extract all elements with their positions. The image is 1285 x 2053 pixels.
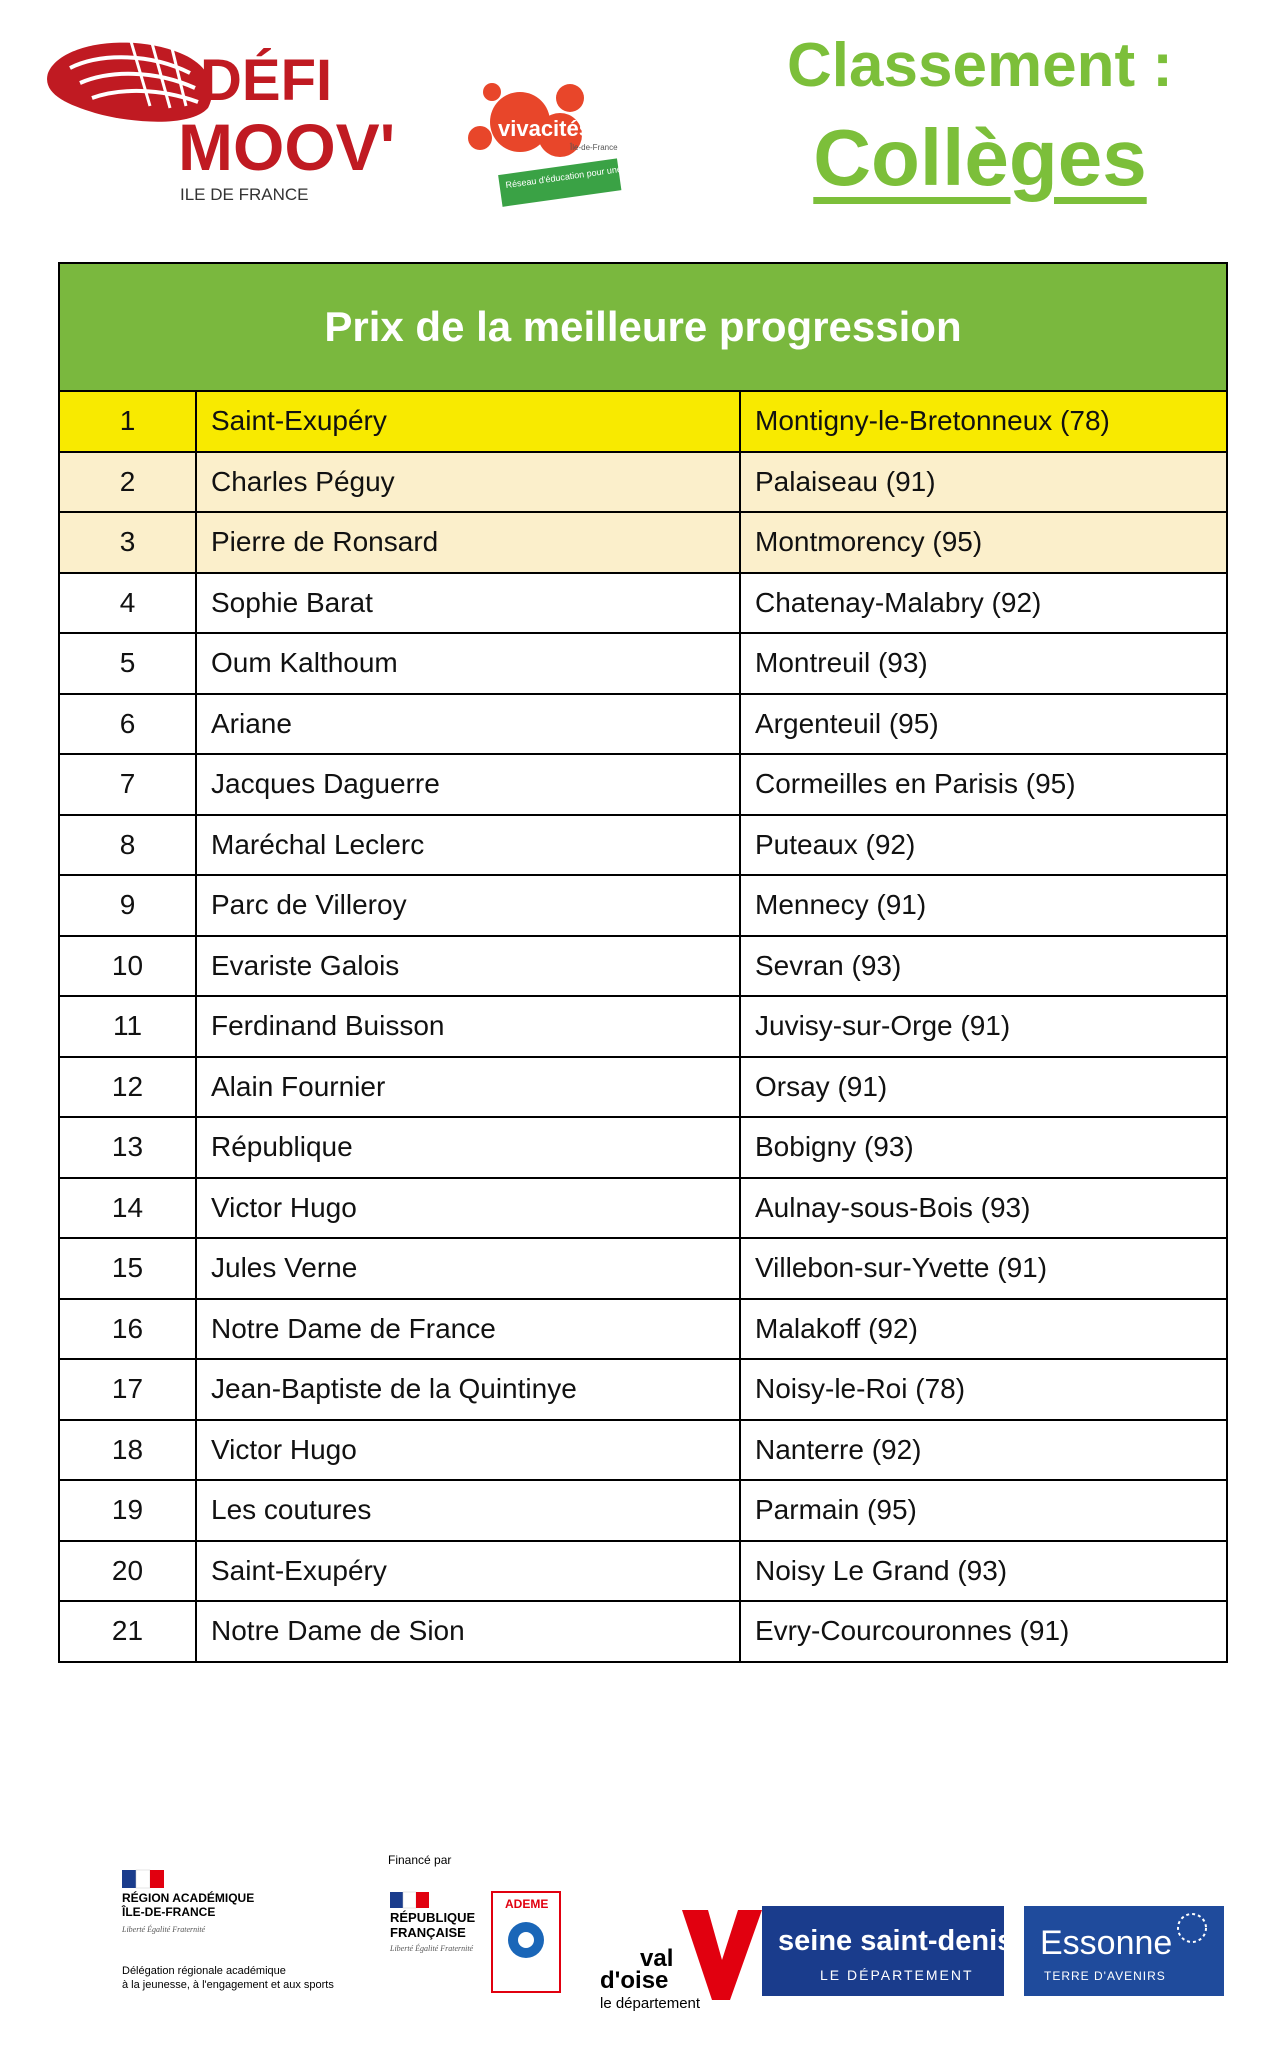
- city-cell: Evry-Courcouronnes (91): [740, 1601, 1227, 1662]
- rank-cell: 20: [59, 1541, 196, 1602]
- city-cell: Chatenay-Malabry (92): [740, 573, 1227, 634]
- table-row: [59, 391, 1227, 452]
- city-cell: Sevran (93): [740, 936, 1227, 997]
- rank-cell: 12: [59, 1057, 196, 1118]
- table-row: [59, 754, 1227, 815]
- city-cell: Argenteuil (95): [740, 694, 1227, 755]
- svg-text:DÉFI: DÉFI: [200, 48, 333, 113]
- school-cell: Oum Kalthoum: [196, 633, 740, 694]
- city-cell: Palaiseau (91): [740, 452, 1227, 513]
- school-cell: Notre Dame de Sion: [196, 1601, 740, 1662]
- school-cell: Evariste Galois: [196, 936, 740, 997]
- school-cell: Sophie Barat: [196, 573, 740, 634]
- title-line1: Classement :: [787, 31, 1173, 100]
- svg-text:MOOV': MOOV': [178, 110, 396, 184]
- table-row: [59, 1359, 1227, 1420]
- rank-cell: 15: [59, 1238, 196, 1299]
- table-row: [59, 512, 1227, 573]
- rank-cell: 19: [59, 1480, 196, 1541]
- footer-logos: [0, 1850, 1285, 2048]
- city-cell: Orsay (91): [740, 1057, 1227, 1118]
- svg-text:ÎLE-DE-FRANCE: ÎLE-DE-FRANCE: [122, 1905, 216, 1919]
- vivacites-logo: [460, 80, 673, 210]
- city-cell: Juvisy-sur-Orge (91): [740, 996, 1227, 1057]
- city-cell: Montreuil (93): [740, 633, 1227, 694]
- svg-text:le département: le département: [600, 1995, 701, 2012]
- rank-cell: 7: [59, 754, 196, 815]
- rank-cell: 10: [59, 936, 196, 997]
- table-caption-row: [59, 263, 1227, 391]
- rank-cell: 13: [59, 1117, 196, 1178]
- essonne-logo: [1024, 1906, 1224, 1996]
- svg-text:LE DÉPARTEMENT: LE DÉPARTEMENT: [820, 1967, 974, 1983]
- region-academique-logo: [121, 1870, 334, 1991]
- school-cell: Notre Dame de France: [196, 1299, 740, 1360]
- rank-cell: 21: [59, 1601, 196, 1662]
- rank-cell: 14: [59, 1178, 196, 1239]
- school-cell: Victor Hugo: [196, 1420, 740, 1481]
- school-cell: Jean-Baptiste de la Quintinye: [196, 1359, 740, 1420]
- svg-text:RÉPUBLIQUE: RÉPUBLIQUE: [390, 1910, 476, 1925]
- city-cell: Puteaux (92): [740, 815, 1227, 876]
- school-cell: Ferdinand Buisson: [196, 996, 740, 1057]
- rank-cell: 8: [59, 815, 196, 876]
- svg-text:Financé par: Financé par: [388, 1853, 452, 1867]
- table-row: [59, 1420, 1227, 1481]
- city-cell: Noisy Le Grand (93): [740, 1541, 1227, 1602]
- city-cell: Montigny-le-Bretonneux (78): [740, 391, 1227, 452]
- rank-cell: 11: [59, 996, 196, 1057]
- table-row: [59, 1057, 1227, 1118]
- title-block: [700, 30, 1260, 208]
- table-row: [59, 1601, 1227, 1662]
- svg-text:seine saint-denis: seine saint-denis: [778, 1925, 1014, 1957]
- school-cell: Jacques Daguerre: [196, 754, 740, 815]
- svg-text:Liberté Égalité Fraternité: Liberté Égalité Fraternité: [122, 1925, 206, 1934]
- svg-text:val: val: [640, 1945, 674, 1972]
- school-cell: Victor Hugo: [196, 1178, 740, 1239]
- ranking-table: [58, 262, 1228, 1663]
- table-row: [59, 694, 1227, 755]
- city-cell: Aulnay-sous-Bois (93): [740, 1178, 1227, 1239]
- title-line2: Collèges: [813, 113, 1147, 202]
- svg-text:FRANÇAISE: FRANÇAISE: [390, 1925, 466, 1940]
- table-caption: Prix de la meilleure progression: [59, 263, 1227, 391]
- svg-text:d'oise: d'oise: [600, 1967, 669, 1994]
- rank-cell: 6: [59, 694, 196, 755]
- city-cell: Mennecy (91): [740, 875, 1227, 936]
- school-cell: Saint-Exupéry: [196, 1541, 740, 1602]
- city-cell: Parmain (95): [740, 1480, 1227, 1541]
- school-cell: Ariane: [196, 694, 740, 755]
- table-row: [59, 815, 1227, 876]
- city-cell: Cormeilles en Parisis (95): [740, 754, 1227, 815]
- city-cell: Montmorency (95): [740, 512, 1227, 573]
- rank-cell: 2: [59, 452, 196, 513]
- city-cell: Noisy-le-Roi (78): [740, 1359, 1227, 1420]
- svg-text:Délégation régionale académiqu: Délégation régionale académique: [122, 1965, 286, 1977]
- school-cell: Pierre de Ronsard: [196, 512, 740, 573]
- city-cell: Bobigny (93): [740, 1117, 1227, 1178]
- table-row: [59, 1117, 1227, 1178]
- school-cell: Les coutures: [196, 1480, 740, 1541]
- svg-text:RÉGION ACADÉMIQUE: RÉGION ACADÉMIQUE: [122, 1891, 255, 1905]
- seine-saint-denis-logo: [762, 1906, 1013, 1996]
- rank-cell: 17: [59, 1359, 196, 1420]
- city-cell: Nanterre (92): [740, 1420, 1227, 1481]
- rank-cell: 9: [59, 875, 196, 936]
- table-row: [59, 996, 1227, 1057]
- svg-text:Essonne: Essonne: [1040, 1924, 1173, 1962]
- school-cell: Maréchal Leclerc: [196, 815, 740, 876]
- svg-text:Liberté Égalité Fraternité: Liberté Égalité Fraternité: [390, 1944, 474, 1953]
- svg-text:vivacités: vivacités: [498, 116, 591, 141]
- financed-by-logo: [388, 1853, 560, 1992]
- table-row: [59, 936, 1227, 997]
- table-row: [59, 1299, 1227, 1360]
- table-row: [59, 633, 1227, 694]
- svg-text:Réseau d'éducation pour une vi: Réseau d'éducation pour une ville durable: [504, 156, 673, 191]
- school-cell: Parc de Villeroy: [196, 875, 740, 936]
- school-cell: Saint-Exupéry: [196, 391, 740, 452]
- school-cell: Charles Péguy: [196, 452, 740, 513]
- svg-text:Île-de-France: Île-de-France: [570, 143, 618, 152]
- svg-text:TERRE D'AVENIRS: TERRE D'AVENIRS: [1044, 1969, 1166, 1983]
- rank-cell: 18: [59, 1420, 196, 1481]
- city-cell: Villebon-sur-Yvette (91): [740, 1238, 1227, 1299]
- svg-text:ADEME: ADEME: [505, 1897, 549, 1911]
- val-doise-logo: [600, 1910, 762, 2012]
- svg-text:ILE DE FRANCE: ILE DE FRANCE: [180, 185, 309, 204]
- city-cell: Malakoff (92): [740, 1299, 1227, 1360]
- rank-cell: 3: [59, 512, 196, 573]
- defi-moov-logo: [40, 28, 440, 208]
- footer-logo-strip: [0, 1850, 1285, 2048]
- header: [0, 0, 1285, 240]
- svg-text:à la jeunesse, à l'engagement: à la jeunesse, à l'engagement et aux sports: [122, 1979, 334, 1991]
- rank-cell: 1: [59, 391, 196, 452]
- school-cell: Jules Verne: [196, 1238, 740, 1299]
- ranking-table-wrap: [58, 262, 1228, 1663]
- school-cell: Alain Fournier: [196, 1057, 740, 1118]
- rank-cell: 16: [59, 1299, 196, 1360]
- table-row: [59, 875, 1227, 936]
- table-row: [59, 1541, 1227, 1602]
- table-row: [59, 573, 1227, 634]
- table-row: [59, 452, 1227, 513]
- table-row: [59, 1178, 1227, 1239]
- table-row: [59, 1480, 1227, 1541]
- table-row: [59, 1238, 1227, 1299]
- rank-cell: 4: [59, 573, 196, 634]
- school-cell: République: [196, 1117, 740, 1178]
- rank-cell: 5: [59, 633, 196, 694]
